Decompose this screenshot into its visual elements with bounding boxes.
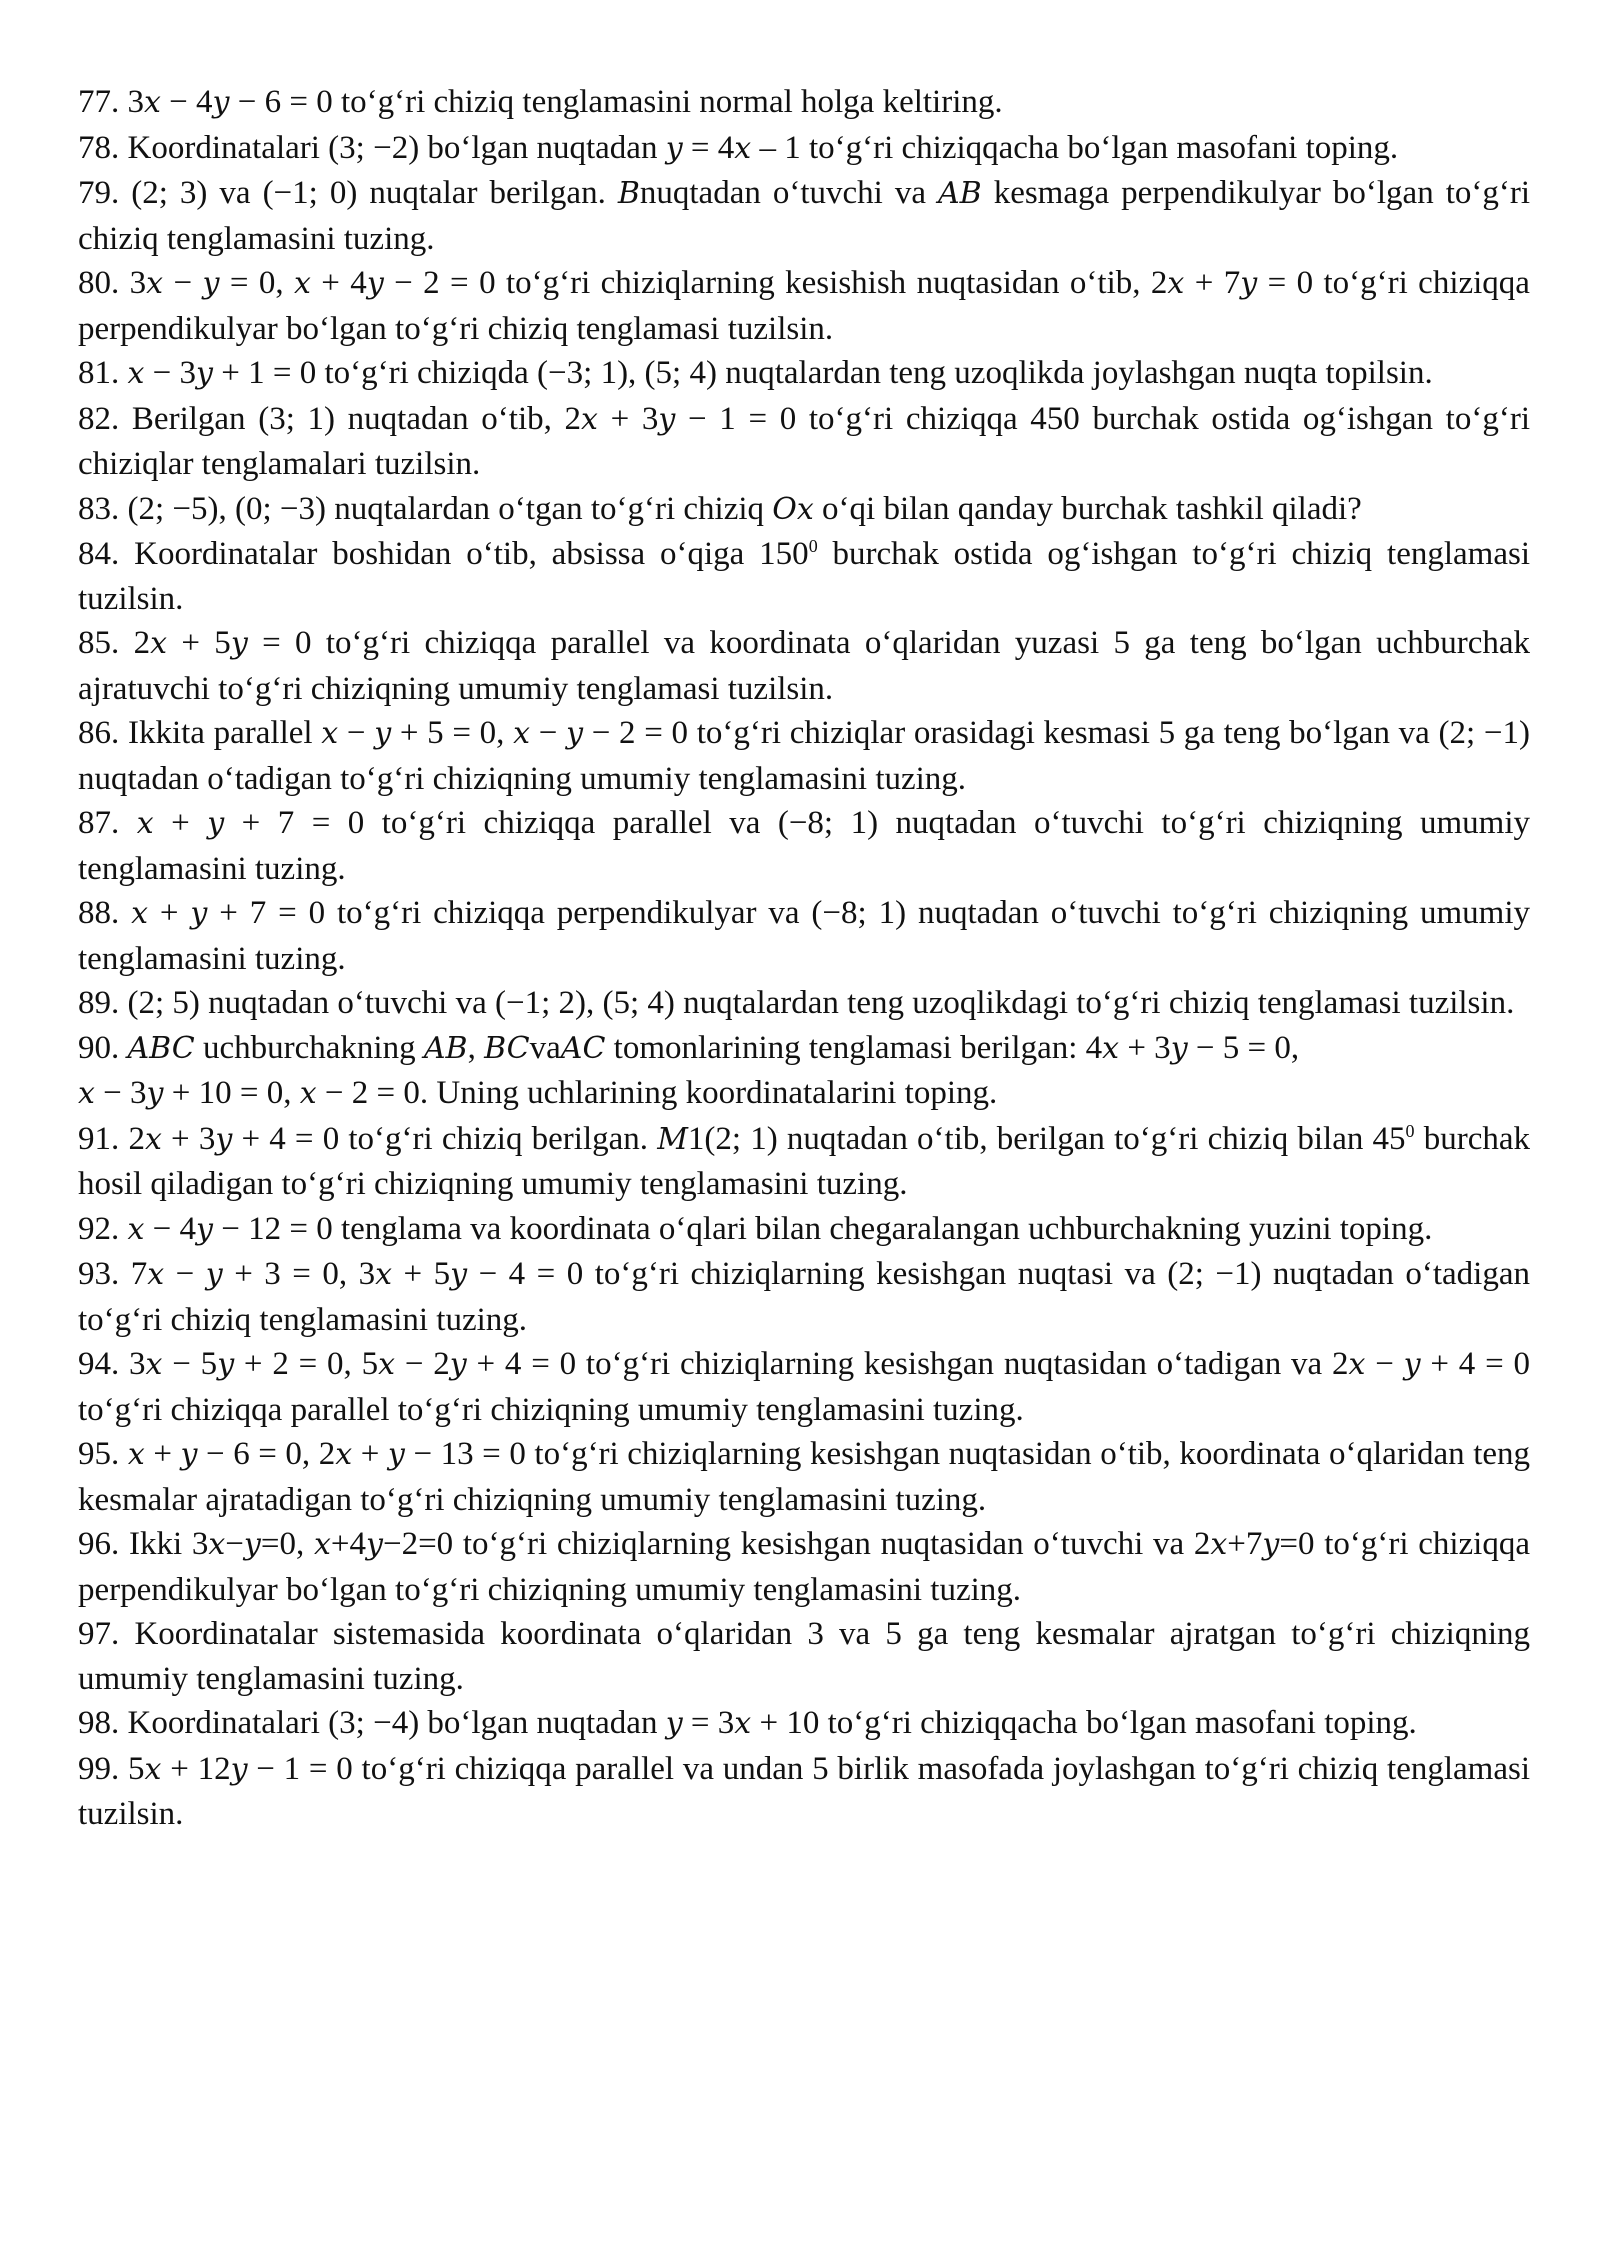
math-variable: x — [146, 266, 164, 301]
problem-text: + 3 — [1119, 1029, 1171, 1066]
math-variable: y — [366, 266, 384, 301]
problem-text: − 13 = 0 to‘g‘ri chiziqlarning kesishgan nuqtasidan o‘tib, koordinata o‘qlaridan teng kesmalar ajratadigan to‘g‘ri chiziqning umumiy tenglamasini tuzing. — [78, 1436, 1531, 1518]
math-variable: AC — [560, 1030, 606, 1066]
problem-text: 2 — [128, 1120, 145, 1157]
problem-text: + 3 — [597, 400, 659, 437]
problem-text: 3 — [127, 84, 144, 120]
math-variable: AB — [423, 1030, 468, 1066]
problem-text: − — [530, 715, 567, 751]
math-variable: y — [202, 266, 220, 301]
problem-item — [78, 1071, 1530, 1117]
problem-text: burchak ostida og‘ishgan to‘g‘ri chiziq tenglamasi tuzilsin. — [78, 536, 1530, 617]
problem-item — [78, 1117, 1530, 1207]
problem-number: 86. — [78, 715, 128, 751]
math-variable: x — [513, 716, 531, 751]
math-variable: y — [196, 1211, 213, 1247]
problem-text: , — [467, 1029, 485, 1066]
problem-text: − — [164, 1256, 206, 1292]
problem-number: 90. — [78, 1029, 128, 1066]
math-variable: x — [131, 896, 149, 931]
problem-text: − 2 = 0 to‘g‘ri chiziqlarning kesishish nuqtasidan o‘tib, 2 — [383, 265, 1168, 301]
math-variable: y — [1170, 1030, 1188, 1066]
math-variable: x — [78, 1076, 95, 1111]
math-variable: x — [321, 716, 339, 751]
problem-number: 99. — [78, 1750, 129, 1787]
problem-text: Ikkita parallel — [127, 715, 322, 751]
problem-text: + 7 = 0 to‘g‘ri chiziqqa parallel va (−8; 1) nuqtadan o‘tuvchi to‘g‘ri chiziqning umumiy tenglamasini tuzing. — [78, 805, 1530, 887]
problem-text: 1(2; 1) nuqtadan o‘tib, berilgan to‘g‘ri chiziq bilan 45 — [687, 1120, 1406, 1157]
problem-text: + 4 — [310, 265, 367, 301]
problem-text: + 10 = 0, — [163, 1075, 300, 1111]
problem-number: 85. — [78, 625, 134, 661]
problem-text: − 4 — [144, 1210, 197, 1247]
problem-text: + — [352, 1436, 388, 1472]
math-variable: x — [293, 266, 311, 301]
problem-item — [78, 487, 1530, 533]
math-variable: x — [313, 1527, 331, 1562]
problem-text: − 6 = 0 to‘g‘ri chiziq tenglamasini normal holga keltiring. — [229, 84, 1003, 120]
problem-text: + 12 — [161, 1750, 231, 1787]
problem-text: − — [1365, 1346, 1404, 1382]
problem-item — [78, 981, 1530, 1026]
math-variable: y — [1262, 1527, 1280, 1562]
math-variable: y — [450, 1257, 468, 1292]
math-variable: B — [617, 176, 640, 211]
problem-number: 78. — [78, 129, 128, 166]
math-variable: BC — [484, 1030, 530, 1066]
problem-text: Koordinatalari (3; −4) bo‘lgan nuqtadan — [127, 1705, 666, 1741]
math-variable: y — [215, 1121, 233, 1157]
math-variable: x — [734, 1706, 752, 1741]
math-variable: x — [147, 1257, 165, 1292]
math-variable: x — [150, 626, 168, 661]
math-variable: x — [1210, 1527, 1228, 1562]
problem-number: 82. — [78, 400, 132, 437]
problem-text: + 10 to‘g‘ri chiziqqacha bo‘lgan masofani toping. — [751, 1705, 1417, 1741]
problem-text: 3 — [129, 1346, 146, 1382]
problem-text: − 6 = 0, 2 — [197, 1436, 336, 1472]
problem-text: = 4 — [682, 129, 735, 166]
problem-item — [78, 351, 1530, 397]
problem-text: + — [148, 895, 191, 931]
problem-text: = 0 to‘g‘ri chiziqqa perpendikulyar bo‘lgan to‘g‘ri chiziq tenglamasi tuzilsin. — [78, 265, 1530, 347]
problem-item — [78, 1701, 1530, 1747]
problem-text: (2; −5), (0; −3) nuqtalardan o‘tgan to‘g‘ri chiziq — [127, 490, 773, 527]
math-variable: x — [734, 130, 752, 166]
math-variable: y — [658, 401, 676, 437]
problem-item — [78, 801, 1530, 891]
problem-item — [78, 126, 1530, 172]
math-variable: x — [136, 806, 154, 841]
problem-item — [78, 1432, 1530, 1522]
math-variable: x — [127, 1437, 145, 1472]
problem-number: 83. — [78, 490, 128, 527]
problem-text: 2 — [133, 625, 151, 661]
problem-text: + 3 — [161, 1120, 216, 1157]
problem-text: Ikki 3 — [128, 1526, 209, 1562]
math-variable: y — [449, 1347, 467, 1382]
problem-text: − 3 — [94, 1075, 147, 1111]
math-variable: y — [230, 1751, 248, 1787]
problem-text: 3 — [129, 265, 147, 301]
math-variable: y — [566, 716, 584, 751]
problem-item — [78, 261, 1530, 351]
problem-text: 7 — [130, 1256, 148, 1292]
problem-item — [78, 1747, 1530, 1837]
problem-text: − — [163, 265, 203, 301]
problem-item — [78, 621, 1530, 711]
problem-text: + 7 — [1184, 265, 1241, 301]
problem-item — [78, 1522, 1530, 1612]
math-variable: x — [144, 85, 161, 120]
problem-text: – 1 to‘g‘ri chiziqqacha bo‘lgan masofani toping. — [751, 129, 1399, 166]
math-variable: Ox — [772, 491, 814, 527]
problem-text: +4 — [330, 1526, 366, 1562]
problem-number: 89. — [78, 985, 128, 1021]
problem-number: 96. — [78, 1526, 129, 1562]
problem-item — [78, 1252, 1530, 1342]
problem-text: + 1 = 0 to‘g‘ri chiziqda (−3; 1), (5; 4) nuqtalardan teng uzoqlikda joylashgan nuqta topilsin. — [213, 355, 1433, 391]
problem-text: − — [225, 1526, 244, 1562]
problem-number: 95. — [78, 1436, 128, 1472]
problem-text: − 1 = 0 to‘g‘ri chiziqqa 450 burchak ostida og‘ishgan to‘g‘ri chiziqlar tenglamalari tuzilsin. — [78, 400, 1530, 482]
math-variable: x — [1102, 1030, 1120, 1066]
problem-item — [78, 711, 1530, 801]
problem-text: + 4 = 0 to‘g‘ri chiziq berilgan. — [232, 1120, 658, 1157]
problem-text: − 3 — [144, 355, 197, 391]
problem-text: burchak hosil qiladigan to‘g‘ri chiziqning umumiy tenglamasini tuzing. — [78, 1120, 1531, 1202]
problem-number: 80. — [78, 265, 130, 301]
math-variable: y — [207, 806, 225, 841]
math-variable: x — [145, 1347, 163, 1382]
problem-text: + 3 = 0, 3 — [222, 1256, 376, 1292]
problem-text: + 2 = 0, 5 — [234, 1346, 379, 1382]
problem-text: − 1 = 0 to‘g‘ri chiziqqa parallel va undan 5 birlik masofada joylashgan to‘g‘ri chiziq tenglamasi tuzilsin. — [78, 1750, 1530, 1832]
math-variable: y — [243, 1527, 261, 1562]
problem-number: 87. — [78, 805, 137, 841]
math-variable: x — [378, 1347, 396, 1382]
degree-superscript: 0 — [1405, 1120, 1415, 1141]
problem-text: (2; 3) va (−1; 0) nuqtalar berilgan. — [131, 175, 618, 211]
math-variable: y — [1240, 266, 1258, 301]
degree-superscript: 0 — [808, 536, 818, 556]
problem-text: + 4 = 0 to‘g‘ri chiziqlarning kesishgan nuqtasidan o‘tadigan va 2 — [466, 1346, 1349, 1382]
math-variable: y — [374, 716, 392, 751]
problem-text: + 5 = 0, — [391, 715, 514, 751]
math-variable: y — [230, 626, 248, 661]
problem-text: − 2 = 0 to‘g‘ri chiziqlar orasidagi kesmasi 5 ga teng bo‘lgan va (2; −1) nuqtadan o‘tadigan to‘g‘ri chiziqning umumiy tenglamasini tuzing. — [78, 715, 1530, 797]
problem-item — [78, 1026, 1530, 1072]
problem-number: 97. — [78, 1616, 135, 1652]
math-variable: y — [366, 1527, 383, 1562]
problem-text: + 4 = 0 to‘g‘ri chiziqqa parallel to‘g‘ri chiziqning umumiy tenglamasini tuzing. — [78, 1346, 1530, 1428]
math-variable: ABC — [127, 1030, 195, 1066]
problem-item — [78, 891, 1530, 981]
math-variable: x — [335, 1437, 353, 1472]
math-variable: x — [208, 1527, 226, 1562]
problem-text: + — [144, 1436, 181, 1472]
math-variable: y — [146, 1076, 164, 1111]
problem-text: 5 — [128, 1750, 145, 1787]
problem-number: 88. — [78, 895, 132, 931]
problem-text: tomonlarining tenglamasi berilgan: 4 — [605, 1029, 1103, 1066]
problem-text: + 5 — [167, 625, 231, 661]
problem-number: 94. — [78, 1346, 130, 1382]
problem-item — [78, 397, 1530, 487]
problem-number: 79. — [78, 175, 132, 211]
math-variable: y — [665, 130, 683, 166]
problem-text: = 0 to‘g‘ri chiziqqa parallel va koordinata o‘qlaridan yuzasi 5 ga teng bo‘lgan uchburchak ajratuvchi to‘g‘ri chiziqning umumiy tenglamasi tuzilsin. — [78, 625, 1530, 707]
problem-text: Koordinatalari (3; −2) bo‘lgan nuqtadan — [127, 129, 666, 166]
problem-number: 84. — [78, 536, 135, 572]
problem-item — [78, 532, 1530, 621]
problem-text: −2=0 to‘g‘ri chiziqlarning kesishgan nuqtasidan o‘tuvchi va 2 — [382, 1526, 1211, 1562]
math-variable: y — [180, 1437, 198, 1472]
problem-text: =0 to‘g‘ri chiziqqa perpendikulyar bo‘lgan to‘g‘ri chiziqning umumiy tenglamasini tuzing. — [78, 1526, 1530, 1608]
problem-text: uchburchakning — [194, 1029, 424, 1066]
problem-number: 98. — [78, 1705, 128, 1741]
math-variable: x — [127, 1211, 145, 1247]
math-variable: y — [190, 896, 208, 931]
problem-item — [78, 80, 1530, 126]
math-variable: y — [217, 1347, 235, 1382]
problem-text: Koordinatalar sistemasida koordinata o‘qlaridan 3 va 5 ga teng kesmalar ajratgan to‘g‘ri chiziqning umumiy tenglamasini tuzing. — [78, 1616, 1531, 1697]
problem-number: 93. — [78, 1256, 131, 1292]
problem-text: − 2 = 0. Uning uchlarining koordinatalarini toping. — [316, 1075, 998, 1111]
problem-number: 92. — [78, 1210, 128, 1247]
math-variable: x — [1167, 266, 1185, 301]
math-variable: y — [1403, 1347, 1421, 1382]
problem-text: − 4 — [160, 84, 213, 120]
problem-number: 77. — [78, 84, 128, 120]
math-variable: x — [144, 1751, 162, 1787]
problem-item — [78, 171, 1530, 261]
math-variable: y — [387, 1437, 405, 1472]
problem-item — [78, 1342, 1530, 1432]
problem-text: − — [338, 715, 375, 751]
math-variable: x — [1348, 1347, 1366, 1382]
problem-text: − 4 = 0 to‘g‘ri chiziqlarning kesishgan nuqtasi va (2; −1) nuqtadan o‘tadigan to‘g‘ri chiziq tenglamasini tuzing. — [78, 1256, 1530, 1338]
problem-text: o‘qi bilan qanday burchak tashkil qiladi? — [813, 490, 1362, 527]
math-variable: AB — [937, 176, 982, 211]
math-variable: M — [657, 1121, 688, 1157]
problem-text: = 0, — [219, 265, 294, 301]
problem-list — [78, 80, 1530, 1837]
problem-text: Berilgan (3; 1) nuqtadan o‘tib, 2 — [131, 400, 582, 437]
math-variable: y — [212, 85, 230, 120]
math-variable: y — [205, 1257, 223, 1292]
math-variable: x — [299, 1076, 317, 1111]
problem-text: Koordinatalar boshidan o‘tib, absissa o‘qiga 150 — [134, 536, 809, 572]
problem-number: 91. — [78, 1120, 129, 1157]
problem-text: − 5 = 0, — [1187, 1029, 1300, 1066]
problem-text: +7 — [1227, 1526, 1263, 1562]
problem-text: + 7 = 0 to‘g‘ri chiziqqa perpendikulyar va (−8; 1) nuqtadan o‘tuvchi to‘g‘ri chiziqning umumiy tenglamasini tuzing. — [78, 895, 1530, 977]
problem-text: va — [529, 1029, 561, 1066]
problem-text: + 5 — [392, 1256, 451, 1292]
problem-text: − 2 — [395, 1346, 450, 1382]
problem-item — [78, 1612, 1530, 1701]
problem-text: (2; 5) nuqtadan o‘tuvchi va (−1; 2), (5; 4) nuqtalardan teng uzoqlikdagi to‘g‘ri chiziq tenglamasi tuzilsin. — [127, 985, 1515, 1021]
problem-text: nuqtadan o‘tuvchi va — [639, 175, 938, 211]
math-variable: x — [375, 1257, 393, 1292]
problem-text: − 5 — [162, 1346, 218, 1382]
math-variable: x — [144, 1121, 162, 1157]
math-variable: y — [196, 356, 213, 391]
problem-item — [78, 1207, 1530, 1253]
problem-text: kesmaga perpendikulyar bo‘lgan to‘g‘ri chiziq tenglamasini tuzing. — [78, 175, 1531, 257]
math-variable: x — [581, 401, 598, 437]
problem-text: + — [153, 805, 208, 841]
problem-text: = 3 — [682, 1705, 735, 1741]
math-variable: y — [665, 1706, 683, 1741]
problem-number: 81. — [78, 355, 128, 391]
problem-text: =0, — [260, 1526, 314, 1562]
math-variable: x — [127, 356, 145, 391]
problem-text: − 12 = 0 tenglama va koordinata o‘qlari bilan chegaralangan uchburchakning yuzini toping. — [213, 1210, 1433, 1247]
